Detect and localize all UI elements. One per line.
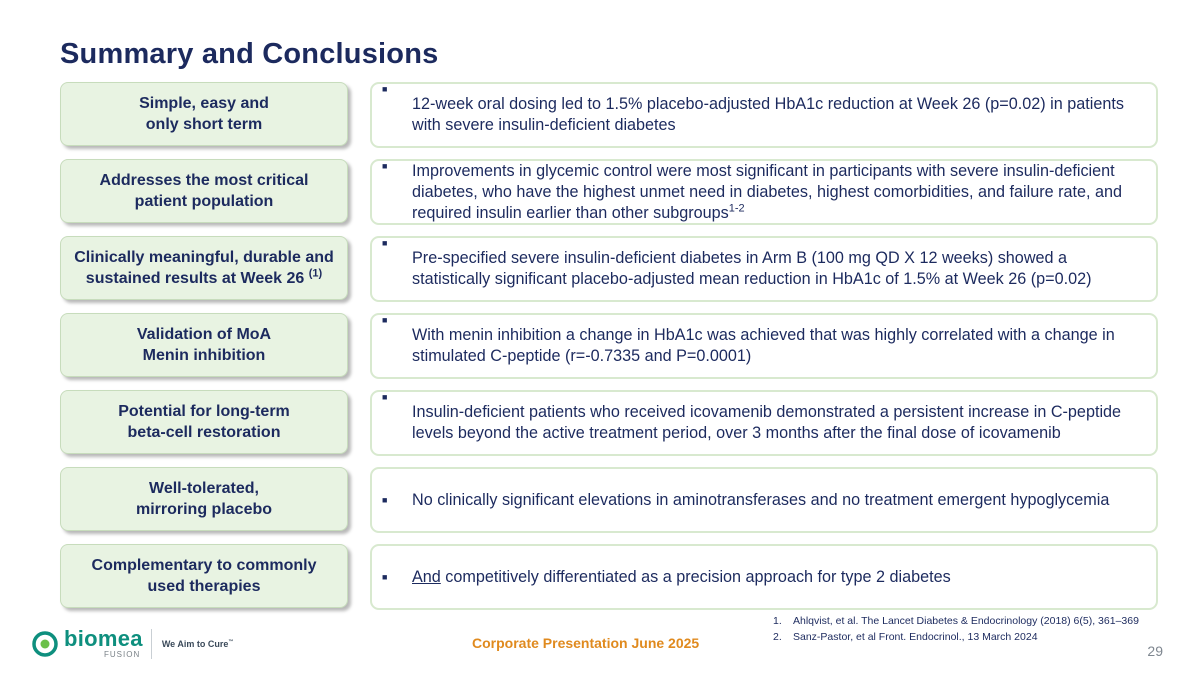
tagline	[162, 639, 234, 649]
page-number: 29	[1147, 643, 1163, 659]
bullet-square-icon: ■	[382, 572, 388, 582]
row-text: No clinically significant elevations in aminotransferases and no treatment emergent hypoglycemia	[412, 490, 1110, 509]
reference-item	[773, 613, 1139, 629]
row-text-underlined: And	[412, 567, 441, 586]
row-label-line: Validation of MoA	[136, 326, 272, 343]
row-text	[412, 161, 1146, 224]
row-label-box	[60, 390, 348, 454]
row-label-box	[60, 236, 348, 300]
citation-superscript: (1)	[308, 267, 323, 280]
biomea-logo-icon	[30, 629, 60, 659]
row-label-line: beta-cell restoration	[127, 424, 281, 441]
row-label-line: sustained results at Week 26	[85, 270, 305, 287]
row-text: 12-week oral dosing led to 1.5% placebo-adjusted HbA1c reduction at Week 26 (p=0.02) in patients with severe insulin-deficient diabetes	[412, 95, 1124, 134]
row-text	[412, 567, 951, 588]
company-logo	[30, 628, 233, 659]
row-label-line: Addresses the most critical	[99, 172, 309, 189]
bullet-square-icon: ■	[382, 495, 388, 505]
row-text: Insulin-deficient patients who received icovamenib demonstrated a persistent increase in C-peptide levels beyond the active treatment period, over 3 months after the final dose of icovamenib	[412, 403, 1122, 442]
reference-text: Sanz-Pastor, et al Front. Endocrinol., 13 March 2024	[793, 631, 1038, 643]
row-text: Pre-specified severe insulin-deficient diabetes in Arm B (100 mg QD X 12 weeks) showed a statistically significant placebo-adjusted mean reduction in HbA1c of 1.5% at Week 26 (p=0.02)	[412, 249, 1092, 288]
row-label-box	[60, 313, 348, 377]
row-label-line: Clinically meaningful, durable and	[74, 249, 334, 266]
row-content-box	[370, 236, 1158, 302]
row-text-body: competitively differentiated as a precision approach for type 2 diabetes	[440, 567, 951, 586]
tagline-text: We Aim to Cure	[161, 638, 229, 649]
row-label-box	[60, 544, 348, 608]
bullet-square-icon: ■	[382, 161, 388, 171]
citation-superscript: 1-2	[728, 202, 745, 215]
row-content-box	[370, 544, 1158, 610]
row-label-line: Well-tolerated,	[149, 480, 259, 497]
summary-row	[60, 82, 1158, 148]
row-content-box	[370, 390, 1158, 456]
logo-subtext: FUSION	[104, 650, 141, 659]
reference-item	[773, 629, 1139, 645]
row-label-line: only short term	[145, 116, 263, 133]
summary-row	[60, 390, 1158, 456]
row-label-line: mirroring placebo	[135, 501, 273, 518]
row-text: With menin inhibition a change in HbA1c was achieved that was highly correlated with a change in stimulated C-peptide (r=-0.7335 and P=0.0001)	[412, 326, 1115, 365]
reference-number: 1.	[773, 615, 782, 627]
row-label-line: used therapies	[147, 578, 261, 595]
summary-rows	[60, 82, 1158, 621]
summary-row	[60, 544, 1158, 610]
summary-row	[60, 313, 1158, 379]
summary-row	[60, 467, 1158, 533]
row-label-line: patient population	[134, 193, 274, 210]
row-label-box	[60, 467, 348, 531]
row-label-line: Potential for long-term	[118, 403, 290, 420]
reference-text: Ahlqvist, et al. The Lancet Diabetes & Endocrinology (2018) 6(5), 361–369	[793, 615, 1139, 627]
bullet-square-icon: ■	[382, 315, 388, 325]
summary-row	[60, 236, 1158, 302]
summary-row	[60, 159, 1158, 225]
trademark-mark: ™	[228, 638, 234, 645]
logo-divider	[151, 629, 152, 659]
row-label-line: Menin inhibition	[142, 347, 266, 364]
reference-number: 2.	[773, 631, 782, 643]
row-label-box	[60, 82, 348, 146]
row-label-line: Simple, easy and	[139, 95, 269, 112]
row-content-box	[370, 467, 1158, 533]
bullet-square-icon: ■	[382, 392, 388, 402]
row-label-line: Complementary to commonly	[91, 557, 317, 574]
footer-presentation-label: Corporate Presentation June 2025	[472, 635, 700, 651]
row-content-box	[370, 313, 1158, 379]
bullet-square-icon: ■	[382, 84, 388, 94]
logo-text: biomea	[64, 626, 143, 651]
logo-wordmark	[64, 628, 143, 659]
row-text-body: Improvements in glycemic control were most significant in participants with severe insulin-deficient diabetes, who have the highest unmet need in diabetes, highest comorbidities, and failure rate, and required insulin earlier than other subgroups	[412, 161, 1123, 222]
row-content-box	[370, 159, 1158, 225]
row-content-box	[370, 82, 1158, 148]
page-title: Summary and Conclusions	[60, 38, 439, 70]
references	[773, 613, 1139, 645]
row-label-box	[60, 159, 348, 223]
bullet-square-icon: ■	[382, 238, 388, 248]
